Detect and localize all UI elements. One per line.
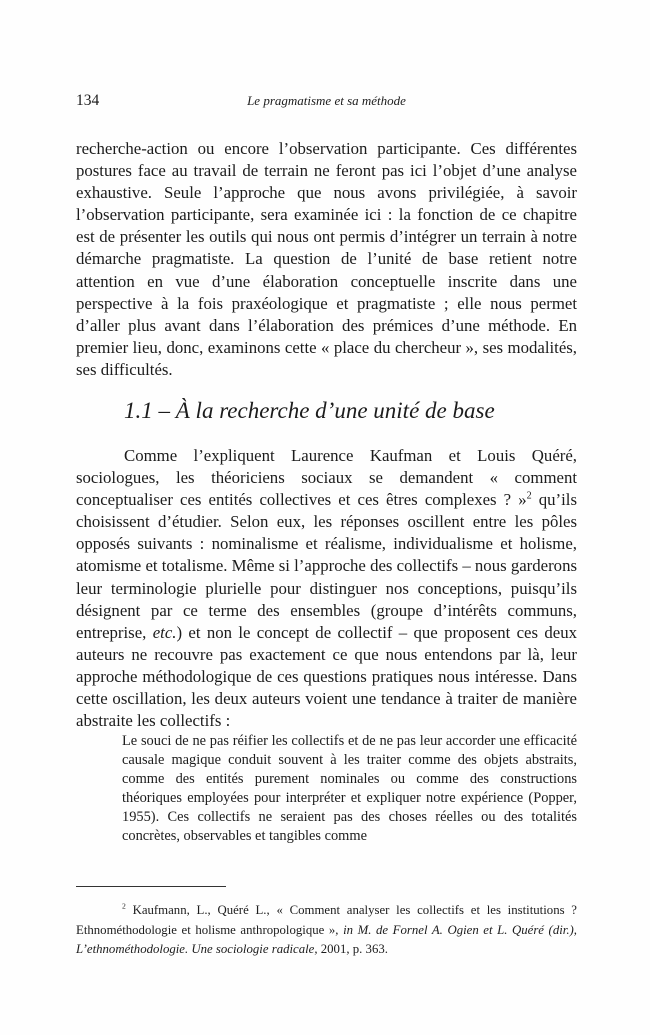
section-heading: 1.1 – À la recherche d’une unité de base — [124, 398, 495, 423]
footnote-text-a: Kaufmann, L., Quéré L., « Comment analyser les collectifs et les institutions ? Ethnométhodologie et holisme anthropologique », — [76, 903, 577, 937]
page-number: 134 — [76, 92, 100, 109]
footnote-number: 2 — [122, 901, 126, 911]
footnote-separator — [76, 886, 226, 887]
footnote-text-c: 2001, p. 363. — [317, 942, 388, 956]
block-quote: Le souci de ne pas réifier les collectifs et de ne pas leur accorder une efficacité causale magique conduit souvent à les traiter comme des objets abstraits, comme des entités purement nominales ou comme des constructions théoriques employées pour interpréter et expliquer notre expérience (Popper, 1955). Ces collectifs ne seraient pas des choses réelles ou des totalités concrètes, observables et tangibles comme — [122, 733, 577, 844]
running-title: Le pragmatisme et sa méthode — [247, 93, 406, 108]
footnote-reference: 2 — [526, 490, 532, 502]
paragraph-intro: recherche-action ou encore l’observation participante. Ces différentes postures face au travail de terrain ne feront pas ici l’objet d’une analyse exhaustive. Seule l’approche que nous avons privilégiée, à savoir l’observation participante, sera examinée ici : la fonction de ce chapitre est de présenter les outils qui nous ont permis d’intégrer un terrain à notre démarche pragmatiste. La question de l’unité de base retient notre attention en vue d’une élaboration conceptuelle inscrite dans une perspective à la fois praxéologique et pragmatiste ; elle nous permet d’aller plus avant dans l’élaboration des prémices d’une méthode. En premier lieu, donc, examinons cette « place du chercheur », ses modalités, ses difficultés. — [76, 139, 577, 379]
paragraph-text-a: Comme l’expliquent Laurence Kaufman et Louis Quéré, sociologues, les théoriciens sociaux se demandent « comment conceptualiser ces entités collectives et ces êtres complexes ? » — [76, 446, 577, 510]
paragraph-text-b: qu’ils choisissent d’étudier. Selon eux, les réponses oscillent entre les pôles opposés suivants : nominalisme et réalisme, individualisme et holisme, atomisme et totalisme. Même si l’approche des collectifs – nous garderons leur terminologie plurielle pour distinguer nos conceptions, puisqu’ils désignent par ce terme des ensembles (groupe d’intérêts communs, entreprise, — [76, 490, 577, 642]
page-header — [76, 92, 577, 112]
etc-italic: etc. — [152, 622, 177, 642]
footnote — [76, 901, 577, 960]
paragraph-kaufman-quere — [76, 445, 577, 732]
footnote-citation-italic: in M. de Fornel A. Ogien et L. Quéré (dir.), L’ethnométhodologie. Une sociologie radicale, — [76, 922, 577, 956]
paragraph-text-c: ) et non le concept de collectif – que proposent ces deux auteurs ne recouvre pas exactement ce que nous entendons par là, leur approche méthodologique de ces questions pratiques nous intéresse. Dans cette oscillation, les deux auteurs voient une tendance à traiter de manière abstraite les collectifs : — [76, 622, 577, 731]
